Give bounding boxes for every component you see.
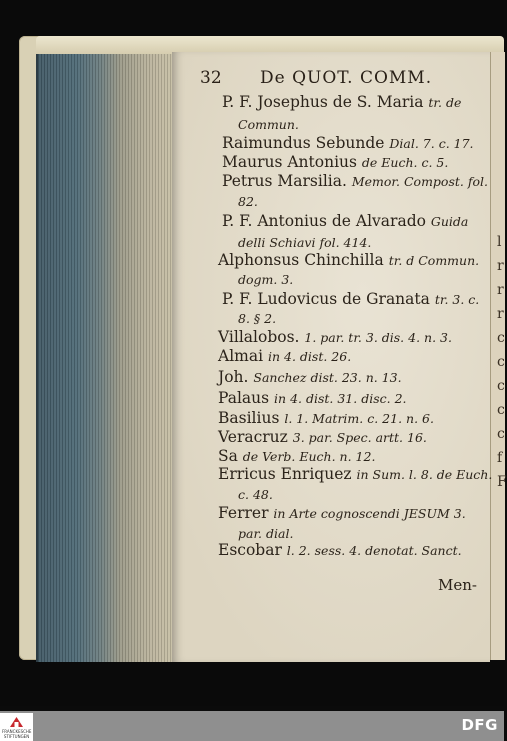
text-line: [238, 115, 299, 133]
citation-reference: tr. d Commun.: [388, 253, 480, 268]
citation-reference: l. 1. Matrim. c. 21. n. 6.: [284, 411, 434, 426]
citation-reference: in Sum. l. 8. de Euch.: [356, 467, 493, 482]
page-edges: [36, 54, 176, 662]
text-line: [218, 389, 407, 407]
author-name: Almai: [218, 347, 268, 365]
author-name: Sa: [218, 447, 243, 465]
institution-logo[interactable]: [0, 713, 33, 741]
citation-reference: 1. par. tr. 3. dis. 4. n. 3.: [304, 330, 452, 345]
author-name: Maurus Antonius: [222, 153, 362, 171]
text-line: [222, 290, 479, 308]
text-line: [222, 212, 468, 230]
author-name: P. F. Ludovicus de Granata: [222, 290, 435, 308]
text-line: [222, 153, 448, 171]
citation-reference: 82.: [238, 194, 258, 209]
viewer-footer-bar: [0, 711, 504, 741]
citation-reference: 8. § 2.: [238, 311, 277, 326]
author-name: Petrus Marsilia.: [222, 172, 352, 190]
page-number: 32: [200, 68, 222, 88]
facing-page-letter: r: [497, 306, 504, 322]
facing-page-letter: c: [497, 378, 505, 394]
text-line: [238, 485, 273, 503]
catchword: Men-: [438, 576, 477, 594]
logo-caption: FRANCKESCHE STIFTUNGEN: [2, 729, 32, 739]
text-line: [238, 270, 293, 288]
citation-reference: de Verb. Euch. n. 12.: [242, 449, 376, 464]
citation-reference: Memor. Compost. fol.: [351, 174, 488, 189]
franckesche-logo-icon: [9, 716, 24, 728]
facing-page-letter: f: [497, 450, 503, 466]
text-line: [222, 134, 474, 152]
citation-reference: in 4. dist. 31. disc. 2.: [274, 391, 407, 406]
author-name: Escobar: [218, 541, 287, 559]
text-line: [218, 428, 427, 446]
dfg-logo[interactable]: DFG: [461, 716, 498, 734]
citation-reference: par. dial.: [238, 526, 294, 541]
facing-page-letter: c: [497, 402, 505, 418]
running-head-title: De QUOT. COMM.: [260, 68, 433, 88]
facing-page-letter: r: [497, 282, 504, 298]
facing-page-letter: l: [497, 234, 502, 250]
author-name: P. F. Antonius de Alvarado: [222, 212, 431, 230]
citation-reference: Commun.: [238, 117, 299, 132]
citation-reference: delli Schiavi fol. 414.: [238, 235, 372, 250]
text-line: [238, 309, 276, 327]
text-line: [222, 93, 461, 111]
citation-reference: Sanchez dist. 23. n. 13.: [253, 370, 402, 385]
citation-reference: Guida: [430, 214, 469, 229]
citation-reference: tr. de: [428, 95, 462, 110]
citation-reference: l. 2. sess. 4. denotat. Sanct.: [286, 543, 462, 558]
author-name: P. F. Josephus de S. Maria: [222, 93, 429, 111]
citation-reference: in Arte cognoscendi JESUM 3.: [273, 506, 466, 521]
author-name: Joh.: [218, 368, 254, 386]
text-line: [218, 328, 452, 346]
author-name: Palaus: [218, 389, 275, 407]
text-line: [238, 233, 371, 251]
author-name: Veracruz: [218, 428, 293, 446]
facing-page-letter: c: [497, 426, 505, 442]
text-line: [218, 251, 479, 269]
author-name: Raimundus Sebunde: [222, 134, 390, 152]
facing-page-letter: c: [497, 354, 505, 370]
citation-reference: c. 48.: [238, 487, 273, 502]
citation-reference: 3. par. Spec. artt. 16.: [292, 430, 427, 445]
facing-page-letter: c: [497, 330, 505, 346]
facing-page-letters: [497, 230, 505, 494]
author-name: Villalobos.: [218, 328, 305, 346]
facing-page-letter: F: [497, 474, 507, 490]
running-header: [200, 68, 470, 92]
text-line: [218, 347, 351, 365]
text-line: [218, 447, 375, 465]
author-name: Basilius: [218, 409, 285, 427]
author-name: Erricus Enriquez: [218, 465, 357, 483]
text-line: [238, 192, 258, 210]
text-line: [218, 465, 492, 483]
text-line: [218, 409, 434, 427]
text-line: [222, 172, 488, 190]
citation-reference: Dial. 7. c. 17.: [389, 136, 474, 151]
text-line: [238, 524, 293, 542]
text-line: [218, 541, 462, 559]
facing-page-letter: r: [497, 258, 504, 274]
citation-reference: dogm. 3.: [238, 272, 294, 287]
author-name: Ferrer: [218, 504, 274, 522]
text-line: [218, 504, 466, 522]
citation-reference: tr. 3. c.: [434, 292, 480, 307]
citation-reference: de Euch. c. 5.: [361, 155, 449, 170]
text-line: [218, 368, 402, 386]
author-name: Alphonsus Chinchilla: [218, 251, 389, 269]
citation-reference: in 4. dist. 26.: [267, 349, 352, 364]
